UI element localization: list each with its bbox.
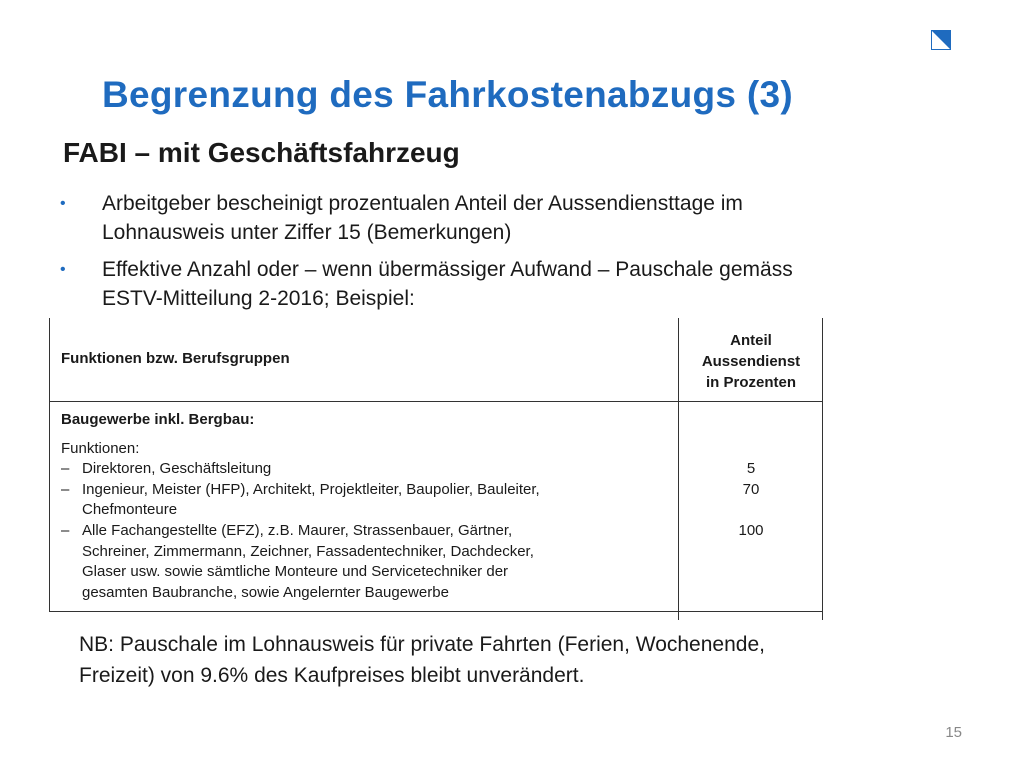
table-header-share-line: Anteil [730,332,772,349]
table-spacer [679,500,823,521]
table-header-rule [49,401,823,402]
note-text [79,629,765,691]
table-left-border [49,318,50,612]
note-line: NB: Pauschale im Lohnausweis für private Fahrten (Ferien, Wochenende, [79,633,765,656]
canton-zurich-logo-icon [931,30,951,50]
table-row-line: Schreiner, Zimmermann, Zeichner, Fassadentechniker, Dachdecker, [82,542,534,560]
table-cell-functions [61,410,673,603]
table-row-line: Alle Fachangestellte (EFZ), z.B. Maurer, Strassenbauer, Gärtner, [82,521,513,539]
dash-marker: – [61,521,70,539]
table-row [61,480,673,521]
bullet-text-line: Lohnausweis unter Ziffer 15 (Bemerkungen) [102,221,512,244]
bullet-dot-icon: • [60,195,66,212]
table-spacer [679,439,823,460]
bullet-text-line: Arbeitgeber bescheinigt prozentualen Anteil der Aussendiensttage im [102,192,743,215]
table-bottom-rule [49,611,823,612]
table-cell-values [679,410,823,542]
bullet-dot-icon: • [60,261,66,278]
table-group-title: Baugewerbe inkl. Bergbau: [61,411,255,428]
table-value: 70 [742,480,760,498]
table-row-line: Direktoren, Geschäftsleitung [82,460,272,478]
bullet-text-line: ESTV-Mitteilung 2-2016; Beispiel: [102,287,415,310]
table-row-line: Chefmonteure [82,501,178,519]
slide-title: Begrenzung des Fahrkostenabzugs (3) [102,74,793,115]
table-row-line: Ingenieur, Meister (HFP), Architekt, Projektleiter, Baupolier, Bauleiter, [82,480,540,498]
dash-marker: – [61,460,70,478]
example-table [49,318,823,620]
table-value: 5 [746,460,756,478]
table-header-share [679,330,823,393]
bullet-text-line: Effektive Anzahl oder – wenn übermässiger Aufwand – Pauschale gemäss [102,258,793,281]
bullet-item [60,255,960,313]
table-value: 100 [738,521,764,539]
table-row [61,521,673,603]
slide-subtitle: FABI – mit Geschäftsfahrzeug [63,137,460,168]
bullet-list [60,189,960,321]
table-row-line: Glaser usw. sowie sämtliche Monteure und Servicetechniker der [82,563,509,581]
table-header-share-line: in Prozenten [705,374,796,391]
table-row [61,459,673,480]
page-number: 15 [945,724,962,741]
table-header-share-line: Aussendienst [701,353,801,370]
note-line: Freizeit) von 9.6% des Kaufpreises bleibt unverändert. [79,664,585,687]
bullet-item [60,189,960,247]
dash-marker: – [61,480,70,498]
table-header-functions: Funktionen bzw. Berufsgruppen [61,350,290,367]
table-spacer [679,410,823,439]
table-row-line: gesamten Baubranche, sowie Angelernter Baugewerbe [82,583,449,601]
table-intro: Funktionen: [61,439,140,457]
